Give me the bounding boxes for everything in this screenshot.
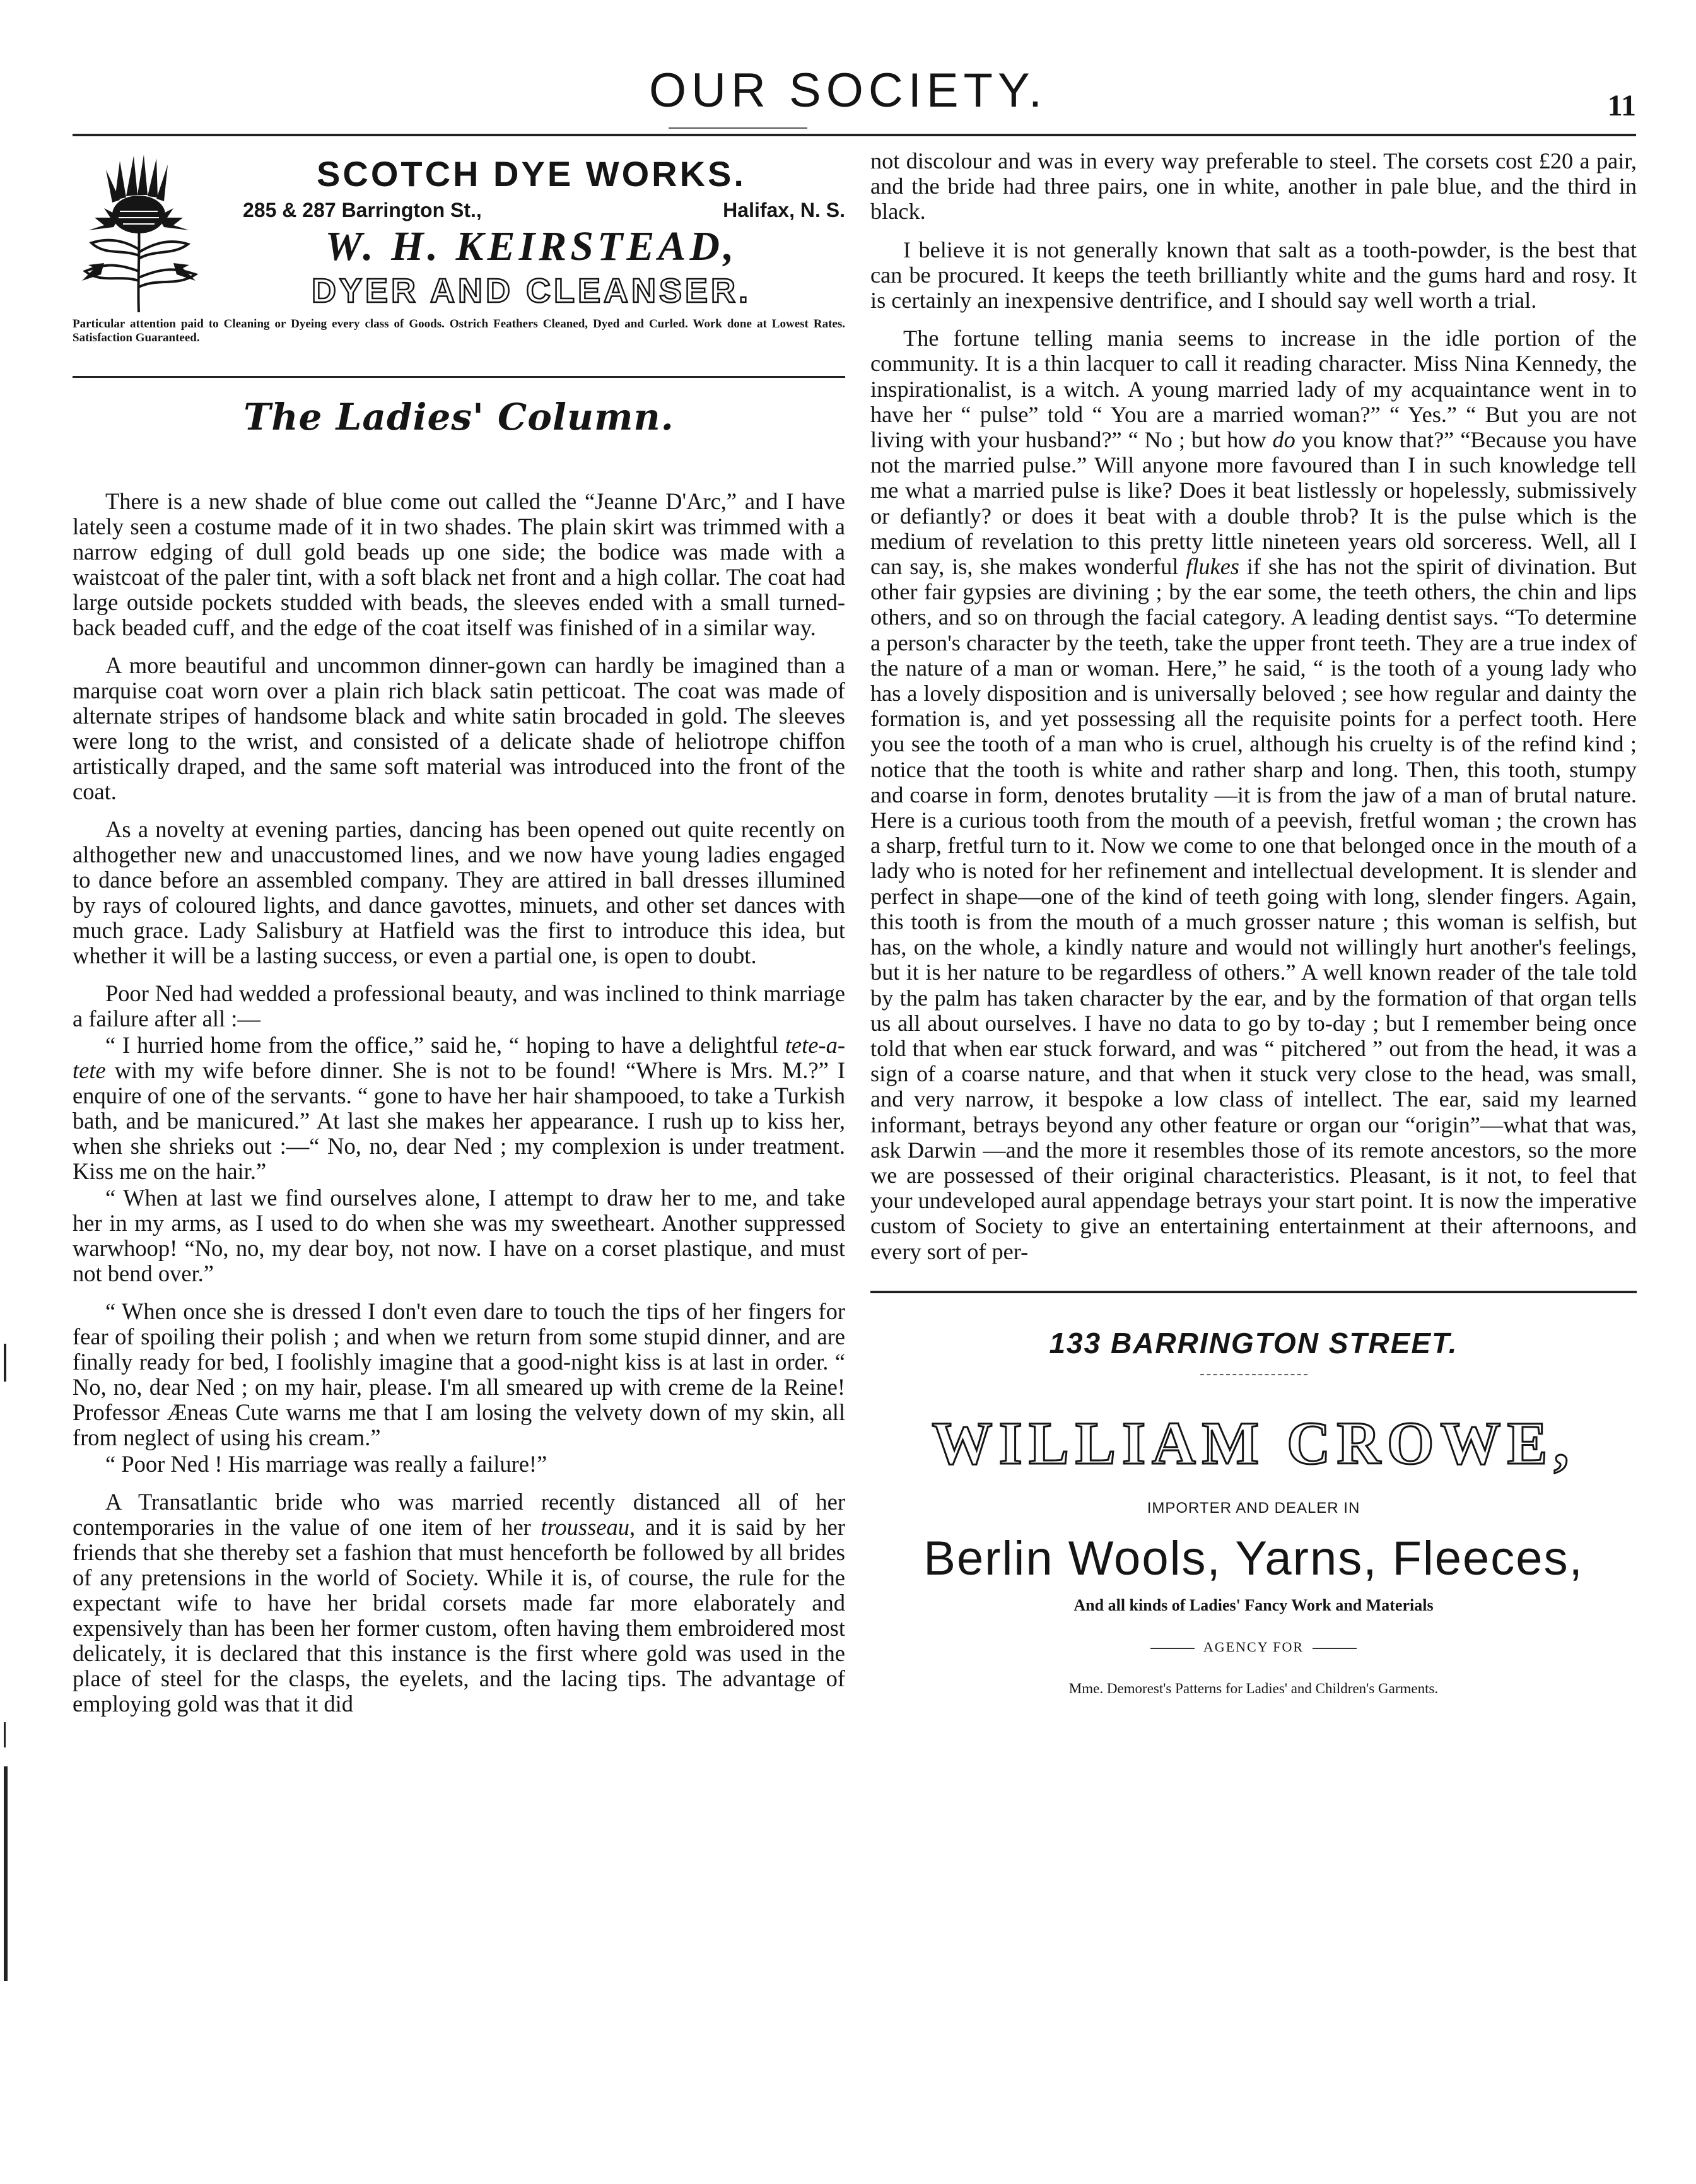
italic-text: do <box>1272 427 1295 453</box>
ad-address: 285 & 287 Barrington St., <box>243 199 482 221</box>
scotch-dye-works-ad <box>73 148 845 372</box>
ad-divider-rule <box>870 1291 1637 1293</box>
page-number: 11 <box>1607 89 1636 122</box>
ad-products: Berlin Wools, Yarns, Fleeces, <box>923 1531 1584 1585</box>
ad-address: 133 BARRINGTON STREET. <box>1049 1326 1458 1359</box>
william-crowe-ad <box>870 1326 1637 1697</box>
ad-trade: DYER AND CLEANSER. <box>311 272 752 310</box>
italic-text: trousseau <box>541 1514 630 1540</box>
text-run: “ I hurried home from the office,” said he, “ hoping to have a delightful <box>105 1032 785 1058</box>
ad-fancy-work: And all kinds of Ladies' Fancy Work and Materials <box>1073 1595 1434 1614</box>
italic-text: tete-a-tete <box>73 1032 845 1083</box>
paragraph: I believe it is not generally known that salt as a tooth-powder, is the best that can be procured. It keeps the teeth brilliantly white and the gums hard and rosy. It is certainly an inexpensive dentrifice, and I should say well worth a trial. <box>870 237 1637 314</box>
paragraph: “ When at last we find ourselves alone, I attempt to draw her to me, and take her in my arms, as I used to do when she was my sweetheart. Another suppressed warwhoop! “No, no, my dear boy, not now. I have on a corset plastique, and must not bend over.” <box>73 1185 845 1286</box>
margin-mark <box>4 1766 8 1981</box>
paragraph: not discolour and was in every way preferable to steel. The corsets cost £20 a pair, and the bride had three pairs, one in white, another in pale blue, and the third in black. <box>870 148 1637 225</box>
ad-proprietor-name: W. H. KEIRSTEAD, <box>325 223 738 269</box>
text-run: with my wife before dinner. She is not to be found! “Where is Mrs. M.?” I enquire of one of the servants. “ gone to have her hair shampooed, to take a Turkish bath, and be manicured.” At last she makes her appearance. I rush up to kiss her, when she shrieks out :—“ No, no, dear Ned ; my complexion is under treatment. Kiss me on the hair.” <box>73 1057 845 1184</box>
dashed-divider <box>1200 1374 1307 1375</box>
margin-mark <box>4 1344 6 1382</box>
ladies-column-article <box>73 489 845 1717</box>
left-column <box>73 148 845 1717</box>
text-run: , and it is said by her friends that she thereby set a fashion that must henceforth be followed by all brides of any pretensions in the world of Society. While it is, of course, the rule for the expectant wife to have her bridal corsets made far more elaborately and expensively than has been her former custom, often having them embroidered most delicately, it is declared that this instance is the first where gold was used in the place of steel for the clasps, the eyelets, and the lacing tips. The advantage of employing gold was that it did <box>73 1514 845 1717</box>
header-rule <box>73 134 1636 136</box>
masthead: OUR SOCIETY. <box>649 64 1047 117</box>
ad-patterns: Mme. Demorest's Patterns for Ladies' and Children's Garments. <box>1068 1680 1439 1696</box>
paragraph <box>73 1033 845 1184</box>
paragraph: Poor Ned had wedded a professional beauty, and was inclined to think marriage a failure after all :— <box>73 980 845 1031</box>
paragraph: “ When once she is dressed I don't even dare to touch the tips of her fingers for fear of spoiling their polish ; and when we return from some stupid dinner, and are finally ready for bed, I foolishly imagine that a good-night kiss is at last in order. “ No, no, dear Ned ; on my hair, please. I'm all smeared up with creme de la Reine! Professor Æneas Cute warns me that I am losing the velvety down of my skin, all from neglect of using his cream.” <box>73 1298 845 1450</box>
section-heading: The Ladies' Column. <box>243 396 674 438</box>
text-run: if she has not the spirit of divination. But other fair gypsies are divining ; by the ear some, the teeth others, the chin and lips others, and so on through the facial category. A leading dentist says. “To determine a person's character by the teeth, take the upper front teeth. They are a true index of the nature of a man or woman. Here,” he said, “ is the tooth of a young lady who has a lovely disposition and is universally beloved ; see how regular and dainty the formation is, and yet possessing all the requisite points for a perfect tooth. Here you see the tooth of a man who is cruel, although his cruelty is of the refind kind ; notice that the tooth is white and rather sharp and long. Then, this tooth, stumpy and coarse in form, denotes brutality —it is from the jaw of a man of brutal nature. Here is a curious tooth from the mouth of a peevish, fretful woman ; the crown has a sharp, fretful turn to it. Now we come to one that belonged once in the mouth of a lady who is noted for her refinement and intellectual development. It is slender and perfect in shape—one of the kind of teeth going with long, slender fingers. Again, this tooth is from the mouth of a much grosser nature ; this woman is selfish, but has, on the whole, a kindly nature and would not willingly hurt another's feelings, but it is her nature to be regardless of others.” A well known reader of the tale told by the palm has taken character by the ear, and by the formation of that organ tells us all about ourselves. I have no data to go by to-day ; but I remember being once told that when ear stuck forward, and was “ pitchered ” out from the head, it was a sign of a coarse nature, and that when it stuck very close to the head, was small, and very narrow, it bespoke a low class of intellect. The ear, said my learned informant, betrays beyond any other feature or organ our “origin”—what that was, ask Darwin —and the more it resembles those of its remote ancestors, so the more we are possessed of their original characteristics. Pleasant, is it not, to feel that your undeveloped aural appendage betrays your start point. It is now the imperative custom of Society to give an entertaining entertainment at their afternoons, and every sort of per- <box>870 554 1637 1264</box>
ad-proprietor-name: WILLIAM CROWE, <box>932 1409 1576 1477</box>
ad-agency: AGENCY FOR <box>870 1639 1637 1655</box>
paragraph: There is a new shade of blue come out called the “Jeanne D'Arc,” and I have lately seen a costume made of it in two shades. The plain skirt was trimmed with a narrow edging of dull gold beads up one side; the bodice was made with a waistcoat of the paler tint, with a soft black net front and a high collar. The coat had large outside pockets studded with beads, the sleeves ended with a small turned-back beaded cuff, and the edge of the coat itself was finished of in a similar way. <box>73 488 845 640</box>
right-column <box>870 148 1637 1697</box>
ladies-column-continued <box>870 148 1637 1264</box>
paragraph: As a novelty at evening parties, dancing has been opened out quite recently on althogether new and unaccustomed lines, and we now have young ladies engaged to dance before an assembled company. They are attired in ball dresses illumined by rays of coloured lights, and dance gavottes, minuets, and other set dances with much grace. Lady Salisbury at Hatfield was the first to introduce this idea, but whether it will be a lasting success, or even a partial one, is open to doubt. <box>73 816 845 968</box>
margin-mark <box>4 1722 6 1747</box>
text-run: you know that?” “Because you have not the married pulse.” Will anyone more favoured than I in such knowledge tell me what a married pulse is like? Does it beat listlessly or hopelessly, submissively or defiantly? or does it beat with a double throb? It is the pulse which is the medium of revelation to this pretty little nineteen years old sorceress. Well, all I can say, is, she makes wonderful <box>870 427 1637 580</box>
italic-text: flukes <box>1186 554 1239 580</box>
paragraph <box>870 326 1637 1264</box>
text-run: A Transatlantic bride who was married recently distanced all of her contemporaries in the value of one item of her <box>73 1489 845 1540</box>
masthead-underline <box>669 127 807 129</box>
ad-fine-print: Particular attention paid to Cleaning or Dyeing every class of Goods. Ostrich Feathers Cleaned, Dyed and Curled. Work done at Lowest Rates. Satisfaction Guaranteed. <box>73 317 845 344</box>
ad-role: IMPORTER AND DEALER IN <box>1147 1499 1360 1517</box>
thistle-icon <box>76 155 202 319</box>
paragraph <box>73 1489 845 1717</box>
paragraph: “ Poor Ned ! His marriage was really a failure!” <box>105 1451 547 1477</box>
paragraph: A more beautiful and uncommon dinner-gown can hardly be imagined than a marquise coat worn over a plain rich black satin petticoat. The coat was made of alternate stripes of handsome black and white satin brocaded in gold. The sleeves were long to the wrist, and consisted of a delicate shade of heliotrope chiffon artistically draped, and the same soft material was introduced into the front of the coat. <box>73 652 845 804</box>
ad-title: SCOTCH DYE WORKS. <box>317 154 746 194</box>
ad-divider-rule <box>73 376 845 378</box>
text-run: The fortune telling mania seems to increase in the idle portion of the community. It is a thin lacquer to call it reading character. Miss Nina Kennedy, the inspirationalist, is a witch. A young married lady of my acquaintance went in to have her “ pulse” told “ You are a married woman?” “ Yes.” “ But you are not living with your husband?” “ No ; but how <box>870 326 1637 453</box>
ad-city: Halifax, N. S. <box>723 199 845 221</box>
